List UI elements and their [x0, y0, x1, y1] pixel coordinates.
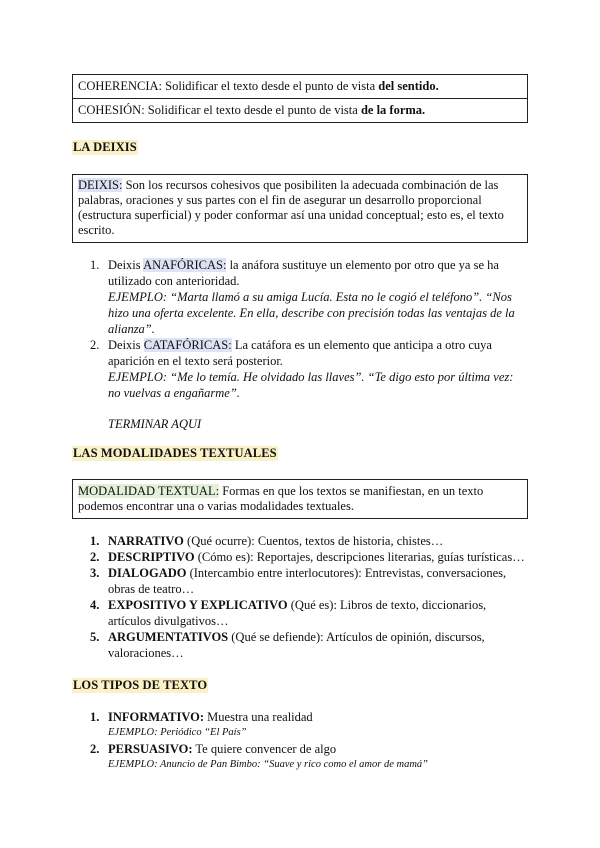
example-text: EJEMPLO: “Marta llamó a su amiga Lucía. Esta no le cogió el teléfono”. “Nos hizo una oferta excelente. En ella, describe con precisión todas las ventajas de la alianza”.	[108, 290, 515, 336]
modalidades-list	[72, 533, 528, 661]
anaforicas-term: ANAFÓRICAS:	[143, 258, 227, 272]
item-text: Te quiere convencer de algo	[192, 742, 337, 756]
list-item	[72, 565, 528, 597]
deixis-list	[72, 257, 528, 401]
item-text: (Qué se defiende): Artículos de opinión, discursos, valoraciones…	[108, 630, 485, 660]
coherencia-text: COHERENCIA: Solidificar el texto desde el punto de vista	[78, 79, 379, 93]
example-text: EJEMPLO: Periódico “El País”	[108, 727, 247, 738]
item-text: La catáfora es un elemento que anticipa a otro cuya aparición en el texto será posterior.	[108, 338, 492, 368]
list-number: 5.	[90, 630, 100, 644]
list-number: 2.	[90, 338, 100, 352]
heading-tipos: LOS TIPOS DE TEXTO	[73, 678, 208, 692]
item-bold: DIALOGADO	[108, 566, 187, 580]
example-text: EJEMPLO: “Me lo temía. He olvidado las llaves”. “Te digo esto por última vez: no vuelvas a engañarme”.	[108, 370, 514, 400]
tipos-list	[72, 709, 528, 773]
list-item	[72, 549, 528, 565]
list-number: 1.	[90, 258, 100, 272]
item-bold: INFORMATIVO:	[108, 710, 205, 724]
item-bold: ARGUMENTATIVOS	[108, 630, 229, 644]
item-text: (Cómo es): Reportajes, descripciones literarias, guías turísticas…	[194, 550, 525, 564]
deixis-definition-box	[72, 174, 528, 243]
item-prefix: Deixis	[108, 338, 144, 352]
heading-deixis: LA DEIXIS	[73, 140, 137, 154]
deixis-definition: Son los recursos cohesivos que posibiliten la adecuada combinación de las palabras, oraciones y sus partes con el fin de asegurar un desarrollo proporcional (estructura superficial) y poder conformar así una unidad conceptual; esto es, el texto escrito.	[78, 178, 504, 237]
list-item	[72, 709, 528, 741]
list-number: 2.	[90, 550, 100, 564]
coherencia-box	[72, 74, 528, 99]
list-item	[72, 533, 528, 549]
modalidad-definition-box	[72, 479, 528, 519]
list-number: 4.	[90, 598, 100, 612]
list-item	[72, 337, 528, 401]
item-bold: NARRATIVO	[108, 534, 184, 548]
heading-modalidades: LAS MODALIDADES TEXTUALES	[73, 446, 277, 460]
item-text: (Intercambio entre interlocutores): Entrevistas, conversaciones, obras de teatro…	[108, 566, 507, 596]
example-text: EJEMPLO: Anuncio de Pan Bimbo: “Suave y rico como el amor de mamá”	[108, 759, 428, 770]
cohesion-box	[72, 98, 528, 123]
item-bold: EXPOSITIVO Y EXPLICATIVO	[108, 598, 288, 612]
list-item	[72, 597, 528, 629]
list-item	[72, 629, 528, 661]
item-text: la anáfora sustituye un elemento por otro que ya se ha utilizado con anterioridad.	[108, 258, 499, 288]
deixis-term: DEIXIS:	[78, 178, 123, 192]
list-number: 2.	[90, 742, 100, 756]
item-bold: PERSUASIVO:	[108, 742, 193, 756]
list-number: 3.	[90, 566, 100, 580]
document-page	[72, 74, 528, 773]
list-item	[72, 741, 528, 773]
item-bold: DESCRIPTIVO	[108, 550, 195, 564]
modalidad-term: MODALIDAD TEXTUAL:	[78, 484, 220, 498]
list-item	[72, 257, 528, 337]
modalidad-definition: Formas en que los textos se manifiestan, en un texto podemos encontrar una o varias modalidades textuales.	[78, 484, 484, 513]
cohesion-text: COHESIÓN: Solidificar el texto desde el punto de vista	[78, 103, 361, 117]
item-text: Muestra una realidad	[204, 710, 313, 724]
coherencia-bold: del sentido.	[378, 79, 439, 93]
list-number: 1.	[90, 710, 100, 724]
item-prefix: Deixis	[108, 258, 144, 272]
terminar-note: TERMINAR AQUI	[108, 417, 202, 431]
item-text: (Qué ocurre): Cuentos, textos de historia, chistes…	[183, 534, 444, 548]
list-number: 1.	[90, 534, 100, 548]
cohesion-bold: de la forma.	[360, 103, 426, 117]
item-text: (Qué es): Libros de texto, diccionarios, artículos divulgativos…	[108, 598, 487, 628]
cataforicas-term: CATAFÓRICAS:	[143, 338, 232, 352]
